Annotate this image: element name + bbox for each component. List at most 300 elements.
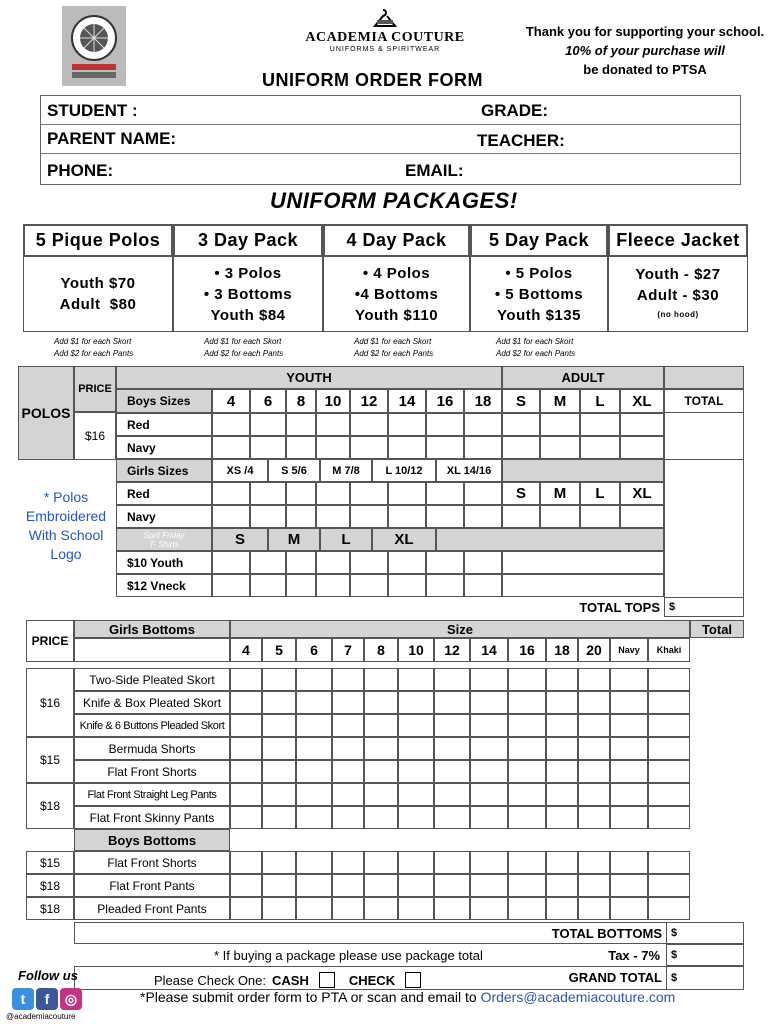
order-qty-cell[interactable] (546, 806, 578, 829)
size-header: 10 (316, 389, 350, 413)
order-qty-cell[interactable] (648, 668, 690, 691)
order-qty-cell[interactable] (502, 436, 540, 459)
order-qty-cell[interactable] (610, 668, 648, 691)
order-qty-cell[interactable] (296, 668, 332, 691)
order-qty-cell[interactable] (578, 851, 610, 874)
order-qty-cell[interactable] (470, 737, 508, 760)
order-qty-cell[interactable] (230, 806, 262, 829)
order-qty-cell[interactable] (620, 436, 664, 459)
order-qty-cell[interactable] (332, 760, 364, 783)
boys-sizes-header: Boys Sizes (116, 389, 212, 413)
order-qty-cell[interactable] (546, 897, 578, 920)
package-body (173, 256, 323, 332)
social-icons (12, 988, 84, 1010)
order-qty-cell[interactable] (610, 874, 648, 897)
order-qty-cell[interactable] (398, 851, 434, 874)
order-qty-cell[interactable] (286, 482, 316, 505)
order-qty-cell[interactable] (546, 737, 578, 760)
order-qty-cell[interactable] (262, 691, 296, 714)
order-qty-cell[interactable] (610, 897, 648, 920)
order-qty-cell[interactable] (262, 783, 296, 806)
order-qty-cell[interactable] (230, 714, 262, 737)
size-header: S (502, 389, 540, 413)
order-qty-cell[interactable] (434, 737, 470, 760)
order-qty-cell[interactable] (316, 436, 350, 459)
order-qty-cell[interactable] (316, 413, 350, 436)
order-qty-cell[interactable] (262, 737, 296, 760)
order-qty-cell[interactable] (212, 505, 250, 528)
total-cell[interactable] (664, 482, 744, 505)
size-header: 16 (508, 638, 546, 662)
instagram-icon[interactable]: ◎ (60, 988, 82, 1010)
order-qty-cell[interactable] (332, 783, 364, 806)
order-qty-cell[interactable] (250, 436, 286, 459)
order-qty-cell[interactable] (388, 551, 426, 574)
hanger-icon (300, 8, 470, 30)
submit-instructions (140, 989, 675, 1005)
order-qty-cell[interactable] (426, 505, 464, 528)
order-qty-cell[interactable] (286, 436, 316, 459)
order-qty-cell[interactable] (316, 551, 350, 574)
order-qty-cell[interactable] (578, 874, 610, 897)
facebook-icon[interactable]: f (36, 988, 58, 1010)
package-title: 5 Pique Polos (23, 224, 173, 257)
order-qty-cell[interactable] (398, 897, 434, 920)
order-qty-cell[interactable] (426, 482, 464, 505)
price-cell: $18 (26, 897, 74, 920)
order-qty-cell[interactable] (620, 505, 664, 528)
bottoms-price-header: PRICE (26, 620, 74, 662)
order-qty-cell[interactable] (648, 783, 690, 806)
order-qty-cell[interactable] (434, 783, 470, 806)
order-qty-cell[interactable] (262, 897, 296, 920)
order-qty-cell[interactable] (316, 505, 350, 528)
order-qty-cell[interactable] (296, 851, 332, 874)
order-qty-cell[interactable] (364, 851, 398, 874)
order-qty-cell[interactable] (470, 874, 508, 897)
order-qty-cell[interactable] (578, 714, 610, 737)
total-cell[interactable] (664, 505, 744, 528)
order-qty-cell[interactable] (578, 737, 610, 760)
order-qty-cell[interactable] (610, 760, 648, 783)
order-qty-cell[interactable] (212, 574, 250, 597)
order-qty-cell[interactable] (426, 574, 464, 597)
order-qty-cell[interactable] (470, 851, 508, 874)
order-qty-cell[interactable] (364, 897, 398, 920)
order-qty-cell[interactable] (250, 551, 286, 574)
table-cell (664, 459, 744, 482)
order-qty-cell[interactable] (286, 574, 316, 597)
order-qty-cell[interactable] (580, 505, 620, 528)
order-qty-cell[interactable] (364, 806, 398, 829)
order-qty-cell[interactable] (364, 691, 398, 714)
order-qty-cell[interactable] (546, 714, 578, 737)
order-qty-cell[interactable] (388, 413, 426, 436)
order-qty-cell[interactable] (580, 413, 620, 436)
order-email-link[interactable]: Orders@academiacouture.com (480, 989, 676, 1005)
addon-note: Add $1 for each Skort Add $2 for each Pants (496, 337, 576, 358)
table-cell (26, 662, 74, 668)
brand-name: ACADEMIA COUTURE (305, 30, 465, 45)
order-qty-cell[interactable] (648, 874, 690, 897)
total-header: TOTAL (664, 389, 744, 413)
order-qty-cell[interactable] (540, 413, 580, 436)
girls-bottom-item: Flat Front Straight Leg Pants (74, 783, 230, 806)
order-qty-cell[interactable] (296, 783, 332, 806)
order-qty-cell[interactable] (648, 737, 690, 760)
order-qty-cell[interactable] (434, 668, 470, 691)
addon-note: Add $1 for each Skort Add $2 for each Pants (354, 337, 434, 358)
size-header: 20 (578, 638, 610, 662)
order-qty-cell[interactable] (464, 574, 502, 597)
table-cell (502, 459, 664, 482)
order-qty-cell[interactable] (230, 691, 262, 714)
size-header: XL (620, 389, 664, 413)
order-qty-cell[interactable] (464, 551, 502, 574)
package-title: 5 Day Pack (470, 224, 608, 257)
package-line: • 5 Bottoms (494, 285, 584, 303)
tax-label: Tax - 7% (608, 947, 660, 963)
total-cell[interactable] (664, 528, 744, 551)
size-header: XS /4 (212, 459, 268, 482)
order-qty-cell[interactable] (350, 482, 388, 505)
payment-label: Please Check One: (154, 972, 267, 988)
order-qty-cell[interactable] (578, 691, 610, 714)
order-qty-cell[interactable] (332, 897, 364, 920)
color-red: Red (116, 482, 212, 505)
tax-value[interactable]: $ (666, 944, 744, 966)
size-header: 8 (286, 389, 316, 413)
size-header: M 7/8 (320, 459, 372, 482)
size-header: S 5/6 (268, 459, 320, 482)
order-qty-cell[interactable] (470, 783, 508, 806)
order-qty-cell[interactable] (364, 668, 398, 691)
order-qty-cell[interactable] (398, 668, 434, 691)
order-qty-cell[interactable] (212, 436, 250, 459)
order-qty-cell[interactable] (502, 505, 540, 528)
order-qty-cell[interactable] (250, 482, 286, 505)
order-qty-cell[interactable] (364, 783, 398, 806)
order-qty-cell[interactable] (388, 436, 426, 459)
order-qty-cell[interactable] (262, 874, 296, 897)
order-qty-cell[interactable] (230, 737, 262, 760)
order-qty-cell[interactable] (648, 897, 690, 920)
order-qty-cell[interactable] (508, 737, 546, 760)
order-qty-cell[interactable] (388, 482, 426, 505)
order-qty-cell[interactable] (578, 783, 610, 806)
size-header: S (502, 482, 540, 505)
girls-bottom-item: Knife & 6 Buttons Pleaded Skort (74, 714, 230, 737)
polos-note-line: With School (28, 527, 104, 543)
order-qty-cell[interactable] (508, 691, 546, 714)
order-qty-cell[interactable] (296, 760, 332, 783)
order-qty-cell[interactable] (578, 668, 610, 691)
order-qty-cell[interactable] (286, 551, 316, 574)
order-qty-cell[interactable] (230, 760, 262, 783)
order-qty-cell[interactable] (426, 413, 464, 436)
order-qty-cell[interactable] (398, 806, 434, 829)
order-qty-cell[interactable] (296, 714, 332, 737)
thanks-message (520, 22, 770, 79)
check-checkbox[interactable] (405, 972, 421, 988)
order-qty-cell[interactable] (470, 714, 508, 737)
order-qty-cell[interactable] (508, 851, 546, 874)
table-cell (74, 638, 230, 662)
order-qty-cell[interactable] (540, 436, 580, 459)
order-qty-cell[interactable] (580, 436, 620, 459)
order-qty-cell[interactable] (502, 413, 540, 436)
order-qty-cell[interactable] (250, 505, 286, 528)
payment-method-row (154, 972, 429, 988)
size-header: 16 (426, 389, 464, 413)
size-header: 4 (212, 389, 250, 413)
twitter-icon[interactable]: t (12, 988, 34, 1010)
follow-us-label: Follow us (18, 968, 78, 983)
package-line: Youth - $27 (635, 266, 721, 283)
size-header: 14 (388, 389, 426, 413)
girls-bottom-item: Flat Front Skinny Pants (74, 806, 230, 829)
order-qty-cell[interactable] (316, 482, 350, 505)
order-qty-cell[interactable] (610, 806, 648, 829)
order-qty-cell[interactable] (464, 505, 502, 528)
package-body (608, 256, 748, 332)
order-qty-cell[interactable] (398, 691, 434, 714)
order-qty-cell[interactable] (470, 760, 508, 783)
order-qty-cell[interactable] (230, 897, 262, 920)
grand-total-label: GRAND TOTAL (568, 969, 662, 985)
order-qty-cell[interactable] (262, 851, 296, 874)
size-header: 4 (230, 638, 262, 662)
order-qty-cell[interactable] (610, 691, 648, 714)
order-qty-cell[interactable] (648, 691, 690, 714)
order-qty-cell[interactable] (610, 714, 648, 737)
order-qty-cell[interactable] (364, 874, 398, 897)
order-qty-cell[interactable] (262, 760, 296, 783)
order-qty-cell[interactable] (546, 760, 578, 783)
total-tops-label: TOTAL TOPS (579, 599, 660, 615)
polos-price-header: PRICE (74, 366, 116, 412)
order-qty-cell[interactable] (434, 874, 470, 897)
package-line: Youth $110 (354, 306, 439, 324)
package-body (23, 256, 173, 332)
order-qty-cell[interactable] (250, 413, 286, 436)
spirit-shirts-label (116, 528, 212, 551)
brand-logo (300, 8, 470, 53)
order-qty-cell[interactable] (364, 737, 398, 760)
order-qty-cell[interactable] (398, 783, 434, 806)
order-qty-cell[interactable] (262, 714, 296, 737)
social-handle: @academiacouture (6, 1012, 76, 1021)
order-qty-cell[interactable] (230, 783, 262, 806)
order-qty-cell[interactable] (398, 714, 434, 737)
size-header: Navy (610, 638, 648, 662)
order-qty-cell[interactable] (464, 436, 502, 459)
order-qty-cell[interactable] (262, 668, 296, 691)
order-qty-cell[interactable] (286, 505, 316, 528)
student-info-box (40, 95, 741, 185)
order-qty-cell[interactable] (648, 760, 690, 783)
order-qty-cell[interactable] (546, 691, 578, 714)
packages-title: UNIFORM PACKAGES! (270, 188, 518, 213)
total-cell[interactable] (664, 413, 744, 436)
order-qty-cell[interactable] (332, 668, 364, 691)
order-qty-cell[interactable] (434, 806, 470, 829)
order-qty-cell[interactable] (508, 783, 546, 806)
order-qty-cell[interactable] (546, 851, 578, 874)
size-header: 18 (464, 389, 502, 413)
size-header: L (320, 528, 372, 551)
order-qty-cell[interactable] (364, 714, 398, 737)
order-qty-cell[interactable] (388, 574, 426, 597)
order-qty-cell[interactable] (212, 413, 250, 436)
order-qty-cell[interactable] (648, 851, 690, 874)
thanks-line: Thank you for supporting your school. (525, 24, 765, 39)
total-cell[interactable] (664, 574, 744, 597)
order-qty-cell[interactable] (332, 851, 364, 874)
total-cell[interactable] (664, 436, 744, 459)
order-qty-cell[interactable] (426, 551, 464, 574)
order-qty-cell[interactable] (620, 413, 664, 436)
order-qty-cell[interactable] (470, 668, 508, 691)
total-bottoms-label: TOTAL BOTTOMS (74, 922, 666, 944)
order-qty-cell[interactable] (350, 551, 388, 574)
order-qty-cell[interactable] (296, 737, 332, 760)
polos-price: $16 (74, 412, 116, 460)
order-qty-cell[interactable] (546, 783, 578, 806)
package-line: Adult - $30 (636, 287, 720, 304)
package-line: • 3 Bottoms (203, 285, 293, 303)
order-qty-cell[interactable] (578, 806, 610, 829)
order-qty-cell[interactable] (296, 897, 332, 920)
order-qty-cell[interactable] (296, 874, 332, 897)
girls-bottom-item: Two-Side Pleated Skort (74, 668, 230, 691)
order-qty-cell[interactable] (332, 806, 364, 829)
order-qty-cell[interactable] (426, 436, 464, 459)
order-qty-cell[interactable] (316, 574, 350, 597)
order-qty-cell[interactable] (350, 413, 388, 436)
total-cell[interactable] (664, 551, 744, 574)
order-qty-cell[interactable] (212, 551, 250, 574)
price-cell: $15 (26, 851, 74, 874)
size-header: 6 (250, 389, 286, 413)
order-qty-cell[interactable] (350, 505, 388, 528)
order-qty-cell[interactable] (540, 505, 580, 528)
order-qty-cell[interactable] (546, 874, 578, 897)
total-bottoms-value[interactable]: $ (666, 922, 744, 944)
cash-checkbox[interactable] (319, 972, 335, 988)
size-header: L (580, 482, 620, 505)
order-qty-cell[interactable] (508, 806, 546, 829)
order-qty-cell[interactable] (388, 505, 426, 528)
order-qty-cell[interactable] (502, 551, 664, 574)
order-qty-cell[interactable] (470, 691, 508, 714)
order-qty-cell[interactable] (578, 897, 610, 920)
order-qty-cell[interactable] (464, 413, 502, 436)
order-qty-cell[interactable] (296, 691, 332, 714)
size-header: S (212, 528, 268, 551)
package-line: •4 Bottoms (354, 285, 439, 303)
order-qty-cell[interactable] (230, 874, 262, 897)
submit-text: *Please submit order form to PTA or scan and email to (140, 989, 481, 1005)
order-qty-cell[interactable] (398, 760, 434, 783)
boys-bottom-item: Flat Front Shorts (74, 851, 230, 874)
polos-label: POLOS (18, 366, 74, 460)
order-qty-cell[interactable] (398, 874, 434, 897)
order-qty-cell[interactable] (434, 760, 470, 783)
total-tops-value[interactable]: $ (664, 597, 744, 617)
size-header: 5 (262, 638, 296, 662)
order-qty-cell[interactable] (508, 874, 546, 897)
order-qty-cell[interactable] (434, 714, 470, 737)
order-qty-cell[interactable] (434, 851, 470, 874)
order-qty-cell[interactable] (470, 897, 508, 920)
order-qty-cell[interactable] (434, 691, 470, 714)
order-qty-cell[interactable] (230, 668, 262, 691)
order-qty-cell[interactable] (648, 714, 690, 737)
polos-note-line: Embroidered (25, 508, 107, 524)
order-qty-cell[interactable] (508, 897, 546, 920)
table-cell (436, 528, 664, 551)
order-qty-cell[interactable] (350, 574, 388, 597)
order-qty-cell[interactable] (508, 714, 546, 737)
order-qty-cell[interactable] (610, 851, 648, 874)
order-qty-cell[interactable] (332, 691, 364, 714)
size-header: L 10/12 (372, 459, 436, 482)
grade-label: GRADE: (481, 101, 549, 120)
school-logo (62, 6, 126, 86)
order-qty-cell[interactable] (350, 436, 388, 459)
order-qty-cell[interactable] (286, 413, 316, 436)
order-qty-cell[interactable] (364, 760, 398, 783)
order-qty-cell[interactable] (546, 668, 578, 691)
size-header: XL (620, 482, 664, 505)
order-qty-cell[interactable] (470, 806, 508, 829)
order-qty-cell[interactable] (250, 574, 286, 597)
size-header: M (540, 389, 580, 413)
color-red: Red (116, 413, 212, 436)
student-label: STUDENT : (47, 101, 138, 120)
order-qty-cell[interactable] (262, 806, 296, 829)
packages-table (23, 224, 748, 332)
order-qty-cell[interactable] (610, 737, 648, 760)
order-qty-cell[interactable] (434, 897, 470, 920)
order-qty-cell[interactable] (230, 851, 262, 874)
order-qty-cell[interactable] (648, 806, 690, 829)
order-qty-cell[interactable] (578, 760, 610, 783)
order-qty-cell[interactable] (296, 806, 332, 829)
grand-total-value[interactable]: $ (666, 966, 744, 990)
order-qty-cell[interactable] (332, 737, 364, 760)
order-qty-cell[interactable] (464, 482, 502, 505)
order-qty-cell[interactable] (502, 574, 664, 597)
order-qty-cell[interactable] (398, 737, 434, 760)
order-qty-cell[interactable] (508, 760, 546, 783)
size-header: XL 14/16 (436, 459, 502, 482)
order-qty-cell[interactable] (332, 874, 364, 897)
order-qty-cell[interactable] (332, 714, 364, 737)
package-body (323, 256, 470, 332)
size-header: 8 (364, 638, 398, 662)
brand-tagline: UNIFORMS & SPIRITWEAR (329, 46, 441, 53)
package-total-note: * If buying a package please use package total (214, 947, 483, 963)
order-qty-cell[interactable] (212, 482, 250, 505)
package-body (470, 256, 608, 332)
size-header: 18 (546, 638, 578, 662)
package-line: Youth $70 (60, 275, 136, 292)
order-qty-cell[interactable] (610, 783, 648, 806)
package-title: 4 Day Pack (323, 224, 470, 257)
order-qty-cell[interactable] (508, 668, 546, 691)
